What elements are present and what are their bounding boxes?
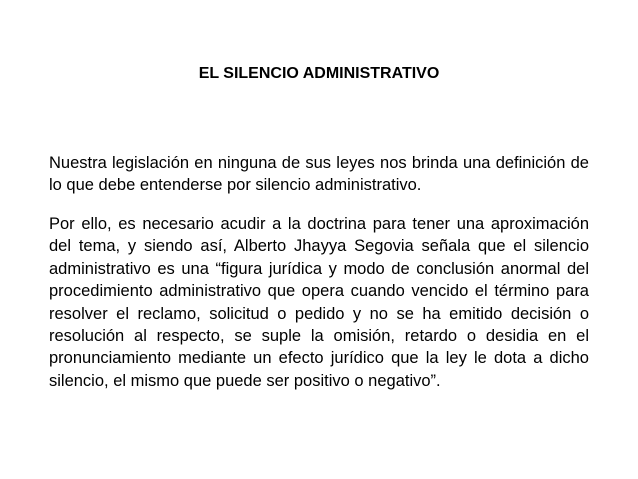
paragraph-definition: Nuestra legislación en ninguna de sus leyes nos brinda una definición de lo que debe entenderse por silencio administrativo.: [49, 154, 589, 195]
page-title: EL SILENCIO ADMINISTRATIVO: [198, 65, 440, 82]
paragraph-doctrine: Por ello, es necesario acudir a la doctrina para tener una aproximación del tema, y siendo así, Alberto Jhayya Segovia señala que el silencio administrativo es una “figura jurídica y modo de conclusión anormal del procedimiento administrativo que opera cuando vencido el término para resolver el reclamo, solicitud o pedido y no se ha emitido decisión o resolución al respecto, se suple la omisión, retardo o desidia en el pronunciamiento mediante un efecto jurídico que la ley le dota a dicho silencio, el mismo que puede ser positivo o negativo”.: [49, 215, 589, 390]
